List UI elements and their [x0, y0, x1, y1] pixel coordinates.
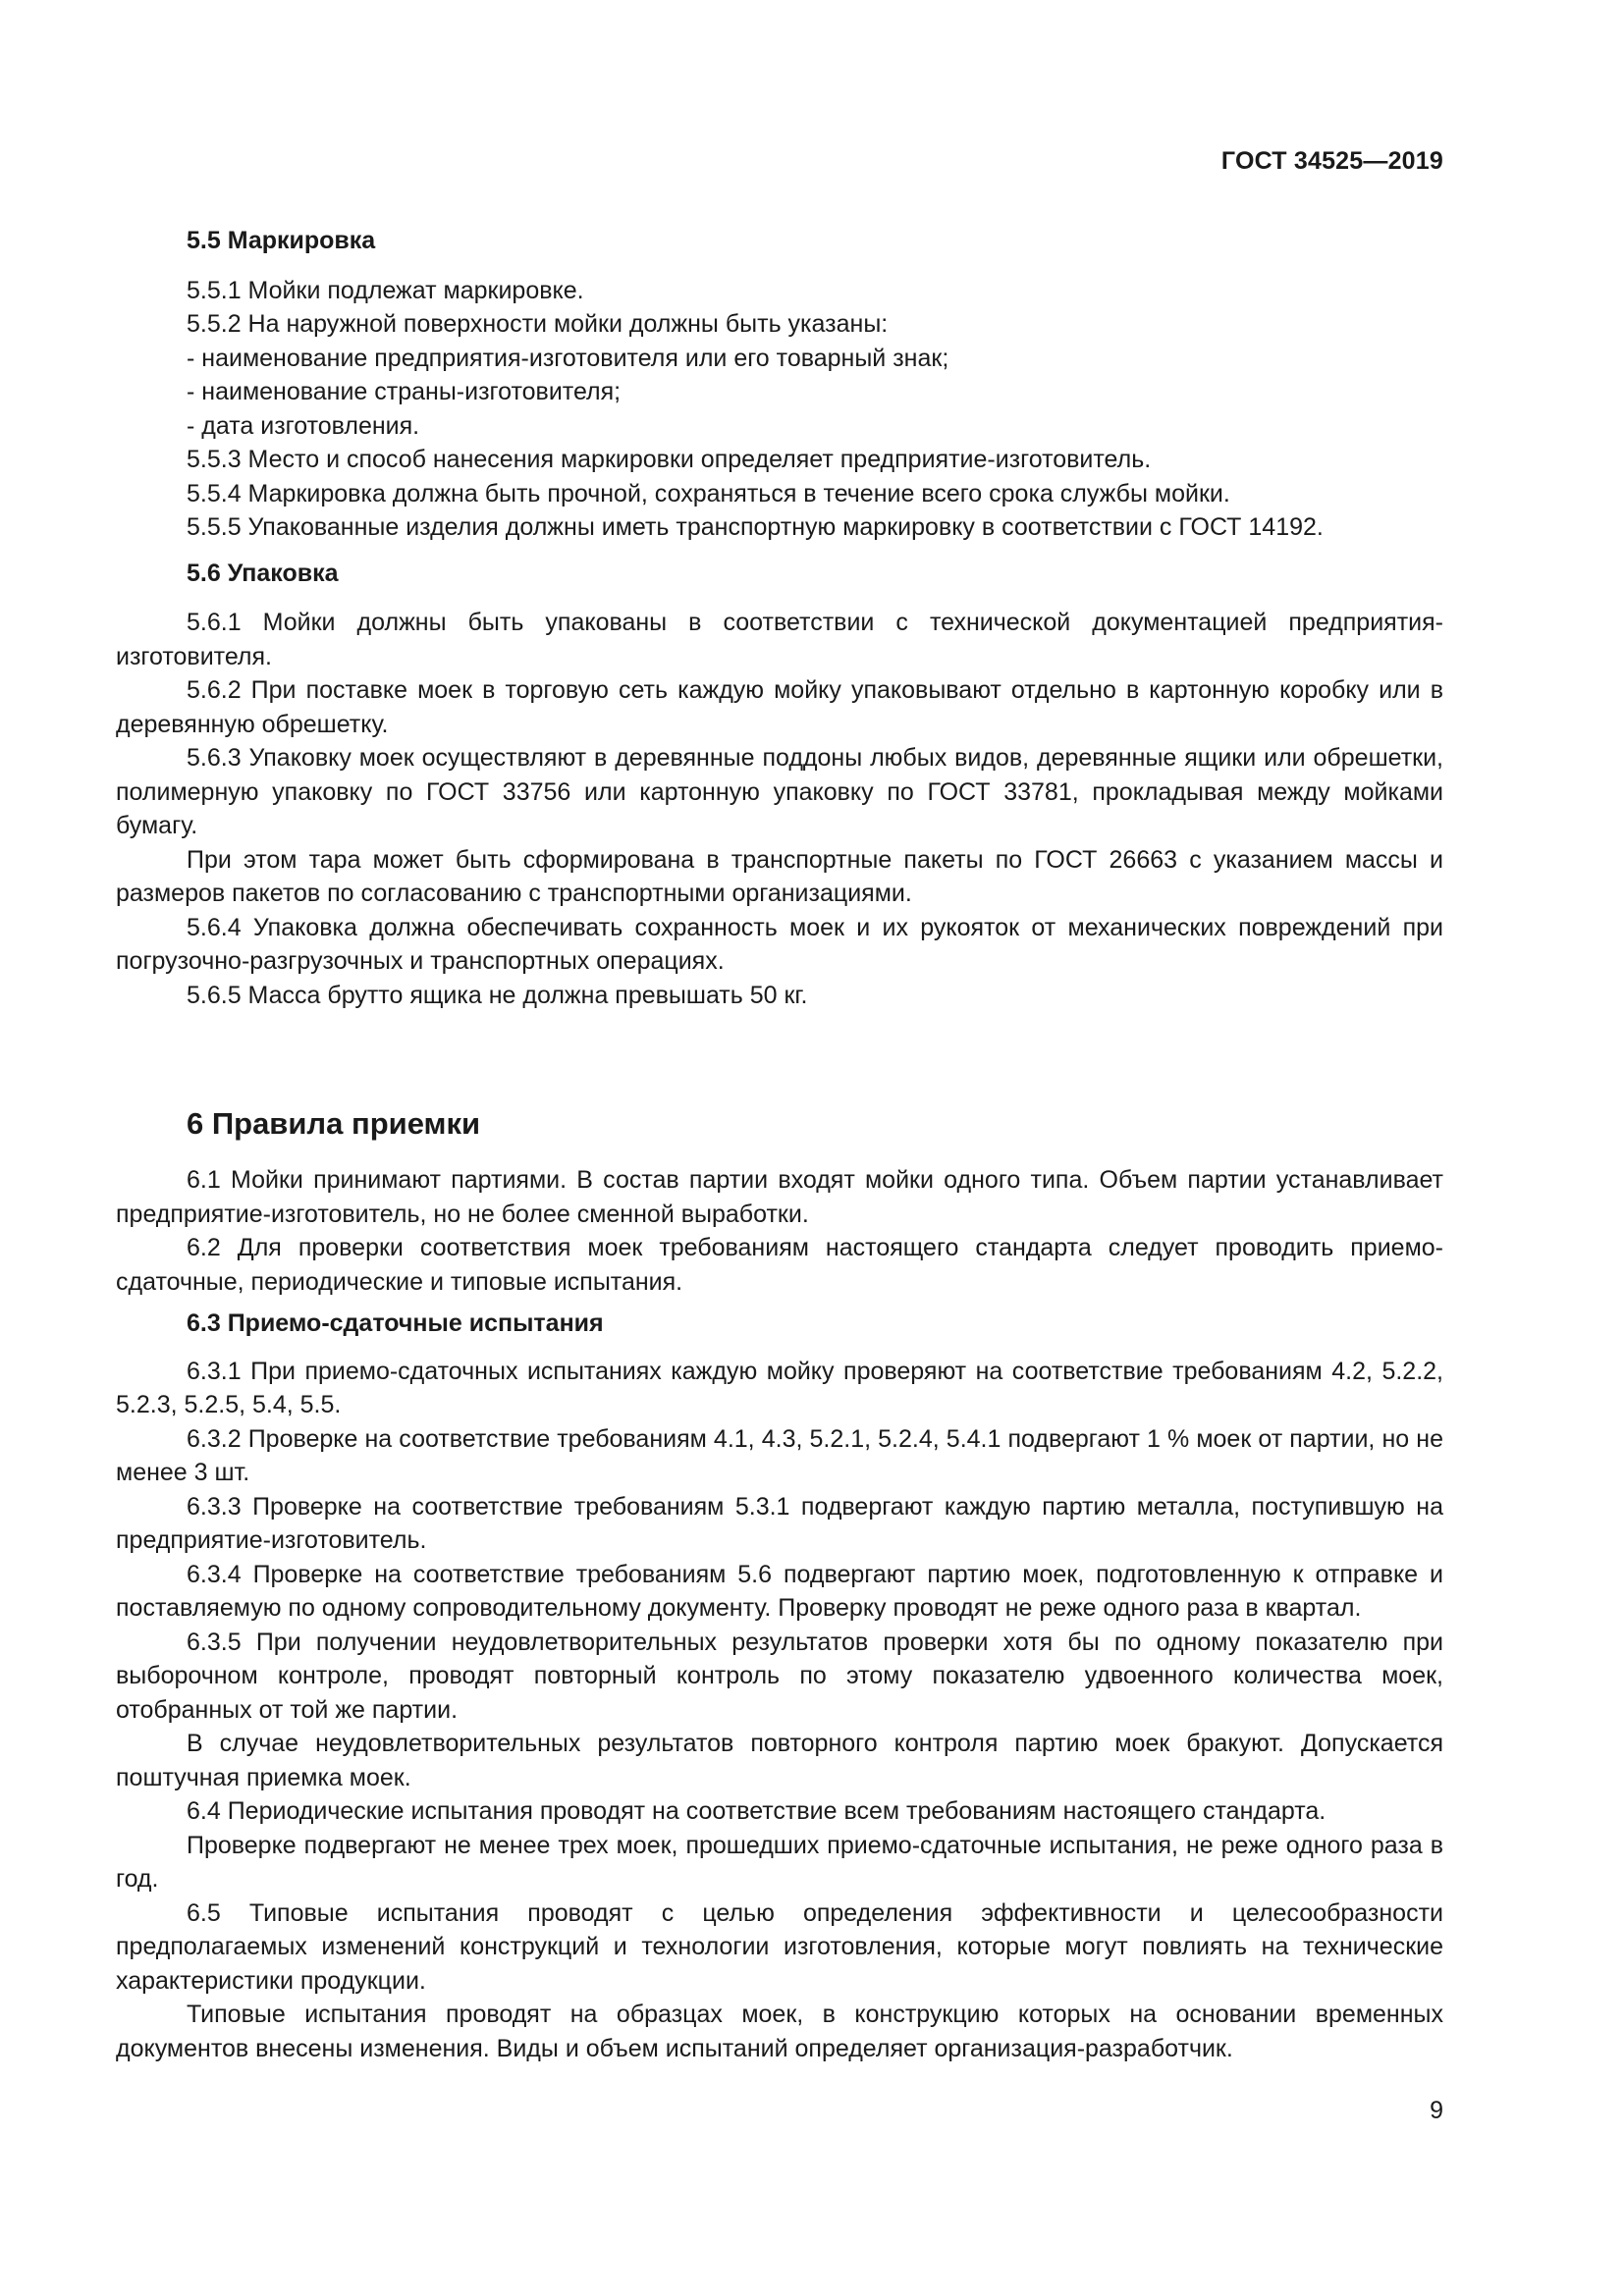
- clause-6-3-5: 6.3.5 При получении неудовлетворительных результатов проверки хотя бы по одному показателю при выборочном контроле, проводят повторный контроль по этому показателю удвоенного количества моек, отобранных от той же партии.: [116, 1628, 1443, 1724]
- clause-6-5: 6.5 Типовые испытания проводят с целью определения эффективности и целесообразности предполагаемых изменений конструкций и технологии изготовления, которые могут повлиять на технические характеристики продукции.: [116, 1898, 1443, 1995]
- clause-6-3-4: 6.3.4 Проверке на соответствие требованиям 5.6 подвергают партию моек, подготовленную к отправке и поставляемую по одному сопроводительному документу. Проверку проводят не реже одного раза в квартал.: [116, 1560, 1443, 1622]
- clause-5-5-1: 5.5.1 Мойки подлежат маркировке.: [187, 276, 584, 304]
- clause-5-6-3-continued: При этом тара может быть сформирована в транспортные пакеты по ГОСТ 26663 с указанием массы и размеров пакетов по согласованию с транспортными организациями.: [116, 845, 1443, 907]
- clause-6-2: 6.2 Для проверки соответствия моек требованиям настоящего стандарта следует проводить приемо-сдаточные, периодические и типовые испытания.: [116, 1234, 1443, 1296]
- clause-5-6-2: 5.6.2 При поставке моек в торговую сеть каждую мойку упаковывают отдельно в картонную коробку или в деревянную обрешетку.: [116, 676, 1443, 738]
- clause-5-6-5: 5.6.5 Масса брутто ящика не должна превышать 50 кг.: [187, 981, 808, 1009]
- list-item: - наименование страны-изготовителя;: [187, 378, 622, 405]
- clause-6-4-continued: Проверке подвергают не менее трех моек, прошедших приемо-сдаточные испытания, не реже одного раза в год.: [116, 1831, 1443, 1893]
- clause-5-5-4: 5.5.4 Маркировка должна быть прочной, сохраняться в течение всего срока службы мойки.: [187, 479, 1230, 507]
- clause-5-6-4: 5.6.4 Упаковка должна обеспечивать сохранность моек и их рукояток от механических повреждений при погрузочно-разгрузочных и транспортных операциях.: [116, 913, 1443, 975]
- document-id: ГОСТ 34525—2019: [1220, 147, 1443, 175]
- clause-6-3-1: 6.3.1 При приемо-сдаточных испытаниях каждую мойку проверяют на соответствие требованиям 4.2, 5.2.2, 5.2.3, 5.2.5, 5.4, 5.5.: [116, 1357, 1443, 1418]
- clause-6-4: 6.4 Периодические испытания проводят на соответствие всем требованиям настоящего стандарта.: [187, 1797, 1326, 1825]
- clause-5-6-1: 5.6.1 Мойки должны быть упакованы в соответствии с технической документацией предприятия-изготовителя.: [116, 609, 1443, 670]
- section-heading-5-5: 5.5 Маркировка: [187, 227, 376, 254]
- clause-6-1: 6.1 Мойки принимают партиями. В состав партии входят мойки одного типа. Объем партии устанавливает предприятие-изготовитель, но не более сменной выработки.: [116, 1166, 1443, 1228]
- clause-6-5-continued: Типовые испытания проводят на образцах моек, в конструкцию которых на основании временных документов внесены изменения. Виды и объем испытаний определяет организация-разработчик.: [116, 2001, 1443, 2062]
- list-item: - дата изготовления.: [187, 411, 420, 440]
- clause-6-3-3: 6.3.3 Проверке на соответствие требованиям 5.3.1 подвергают каждую партию металла, поступившую на предприятие-изготовитель.: [116, 1492, 1443, 1554]
- section-heading-6: 6 Правила приемки: [187, 1106, 481, 1141]
- page-number: 9: [1430, 2097, 1443, 2124]
- list-item: - наименование предприятия-изготовителя или его товарный знак;: [187, 344, 949, 372]
- clause-6-3-5-continued: В случае неудовлетворительных результатов повторного контроля партию моек бракуют. Допускается поштучная приемка моек.: [116, 1730, 1443, 1791]
- section-heading-5-6: 5.6 Упаковка: [187, 559, 339, 587]
- clause-5-6-3: 5.6.3 Упаковку моек осуществляют в деревянные поддоны любых видов, деревянные ящики или обрешетки, полимерную упаковку по ГОСТ 33756 или картонную упаковку по ГОСТ 33781, прокладывая между мойками бумагу.: [116, 744, 1443, 839]
- clause-5-5-3: 5.5.3 Место и способ нанесения маркировки определяет предприятие-изготовитель.: [187, 446, 1152, 473]
- clause-6-3-2: 6.3.2 Проверке на соответствие требованиям 4.1, 4.3, 5.2.1, 5.2.4, 5.4.1 подвергают 1 % моек от партии, но не менее 3 шт.: [116, 1424, 1443, 1486]
- clause-5-5-2: 5.5.2 На наружной поверхности мойки должны быть указаны:: [187, 310, 889, 338]
- section-heading-6-3: 6.3 Приемо-сдаточные испытания: [187, 1309, 604, 1337]
- document-body: [116, 224, 1443, 2065]
- clause-5-5-5: 5.5.5 Упакованные изделия должны иметь транспортную маркировку в соответствии с ГОСТ 14192.: [187, 513, 1324, 541]
